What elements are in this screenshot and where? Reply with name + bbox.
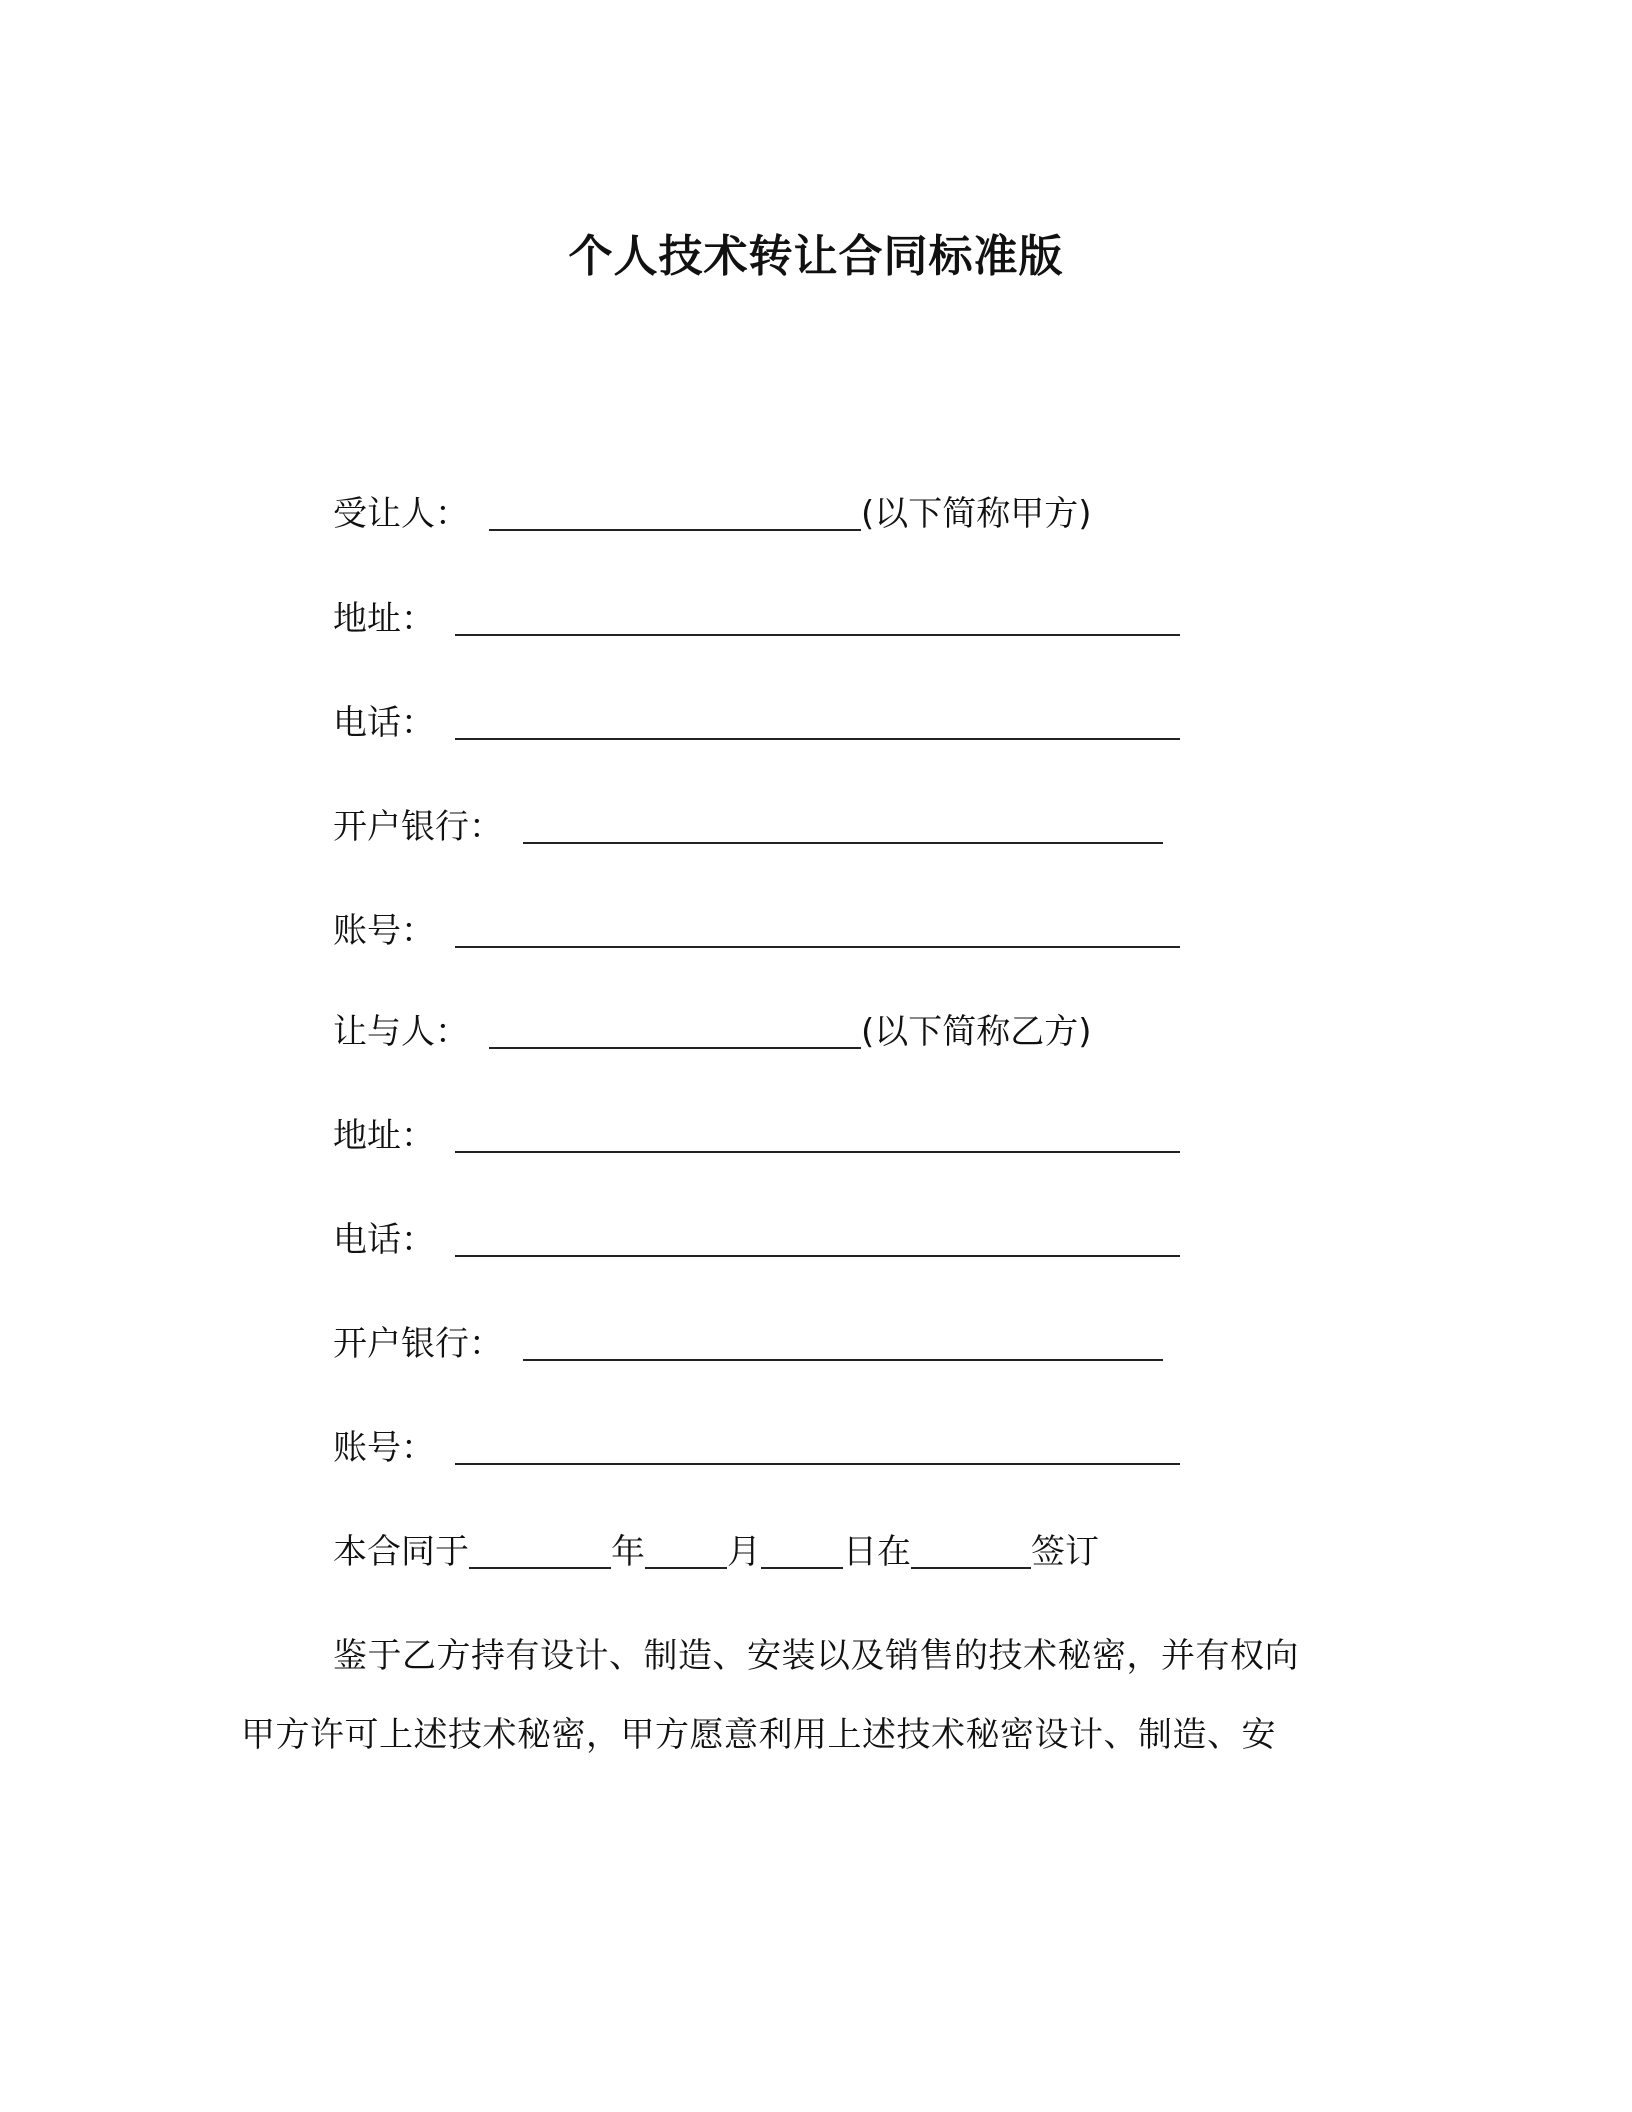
signing-day-blank[interactable] <box>761 1533 843 1569</box>
body-paragraph-line-2: 甲方许可上述技术秘密，甲方愿意利用上述技术秘密设计、制造、安 <box>241 1715 1276 1755</box>
party-b-phone-label: 电话： <box>333 1220 435 1260</box>
signing-month-blank[interactable] <box>645 1533 727 1569</box>
party-a-phone-label: 电话： <box>333 703 435 743</box>
party-b-address-label: 地址： <box>333 1116 435 1156</box>
party-a-name-blank[interactable] <box>489 495 861 531</box>
party-a-bank-label: 开户银行： <box>333 807 503 847</box>
party-b-account-label: 账号： <box>333 1428 435 1468</box>
party-b-name-blank[interactable] <box>489 1013 861 1049</box>
party-a-name-label: 受让人： <box>333 494 469 534</box>
document-title: 个人技术转让合同标准版 <box>568 231 1064 282</box>
signing-year-label: 年 <box>611 1532 645 1572</box>
party-b-name-field <box>333 1010 1092 1054</box>
body-paragraph-line-1: 鉴于乙方持有设计、制造、安装以及销售的技术秘密，并有权向 <box>333 1636 1299 1676</box>
party-b-address-field <box>333 1114 1180 1158</box>
party-a-address-label: 地址： <box>333 599 435 639</box>
signing-year-blank[interactable] <box>469 1533 611 1569</box>
party-b-bank-label: 开户银行： <box>333 1324 503 1364</box>
party-a-bank-blank[interactable] <box>523 808 1163 844</box>
party-b-bank-field <box>333 1322 1163 1366</box>
signing-place-blank[interactable] <box>911 1533 1031 1569</box>
party-a-address-field <box>333 597 1180 641</box>
party-a-account-field <box>333 909 1180 953</box>
signing-month-label: 月 <box>727 1532 761 1572</box>
party-b-account-blank[interactable] <box>455 1429 1180 1465</box>
party-a-account-blank[interactable] <box>455 912 1180 948</box>
signing-line <box>333 1530 1099 1574</box>
signing-prefix: 本合同于 <box>333 1532 469 1572</box>
party-a-bank-field <box>333 805 1163 849</box>
party-a-account-label: 账号： <box>333 911 435 951</box>
signing-day-label: 日在 <box>843 1532 911 1572</box>
party-b-address-blank[interactable] <box>455 1117 1180 1153</box>
party-b-bank-blank[interactable] <box>523 1325 1163 1361</box>
party-b-account-field <box>333 1426 1180 1470</box>
party-b-phone-field <box>333 1218 1180 1262</box>
party-b-name-suffix: (以下简称乙方) <box>861 1012 1092 1052</box>
party-a-phone-field <box>333 701 1180 745</box>
party-a-address-blank[interactable] <box>455 600 1180 636</box>
party-a-name-suffix: (以下简称甲方) <box>861 494 1092 534</box>
party-a-phone-blank[interactable] <box>455 704 1180 740</box>
party-b-phone-blank[interactable] <box>455 1221 1180 1257</box>
party-b-name-label: 让与人： <box>333 1012 469 1052</box>
party-a-name-field <box>333 492 1092 536</box>
signing-suffix: 签订 <box>1031 1532 1099 1572</box>
